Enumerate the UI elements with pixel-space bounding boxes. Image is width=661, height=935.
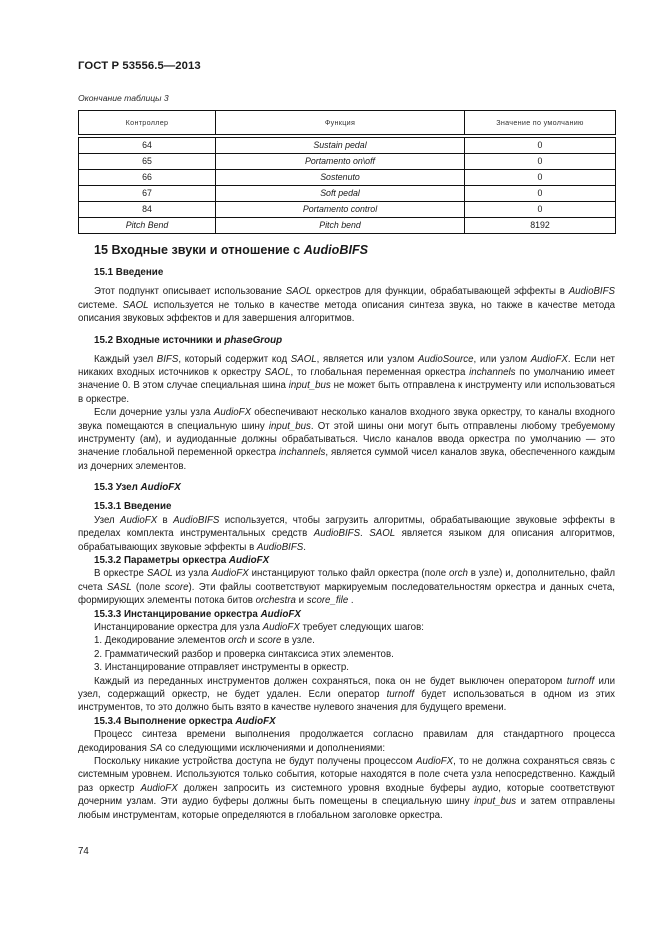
- table-header-row: [79, 111, 616, 137]
- cell-controller: 66: [79, 170, 216, 186]
- section-15-2-heading: [94, 334, 615, 347]
- emphasized-term: orchestra: [255, 595, 296, 607]
- table-row: [79, 218, 616, 234]
- cell-controller: 65: [79, 154, 216, 170]
- cell-default: 0: [465, 136, 616, 154]
- table-row: [79, 170, 616, 186]
- heading-text: 15 Входные звуки и отношение с: [94, 243, 304, 257]
- heading-text: 15.3.2 Параметры оркестра: [94, 554, 229, 566]
- paragraph: Узел AudioFX в AudioBIFS используется, чтобы загрузить алгоритмы, обрабатывающие звуковые эффекты в пределах комплекта инструментальных средств AudioBIFS. SAOL является языком для описания алгоритмов, обрабатывающих звуковые эффекты в AudioBIFS.: [78, 514, 616, 553]
- cell-function: Portamento on\off: [216, 154, 465, 170]
- emphasized-term: turnoff: [566, 675, 595, 687]
- heading-emphasis: AudioFX: [140, 482, 181, 494]
- heading-text: 15.3.3 Инстанцирование оркестра: [94, 608, 261, 620]
- paragraph: Если дочерние узлы узла AudioFX обеспечивают несколько каналов входного звука оркестру, то каналы входного звука помещаются в специальную шину input_bus. От этой шины они могут быть отправлены любому требуемому инструменту (ам), и аудиоданные должны обрабатываться. Число каналов ввода оркестра по умолчанию — это значение глобальной переменной оркестра inchannels, является суммой чисел каналов звука, обеспеченного каждым из дочерних элементов.: [78, 407, 615, 472]
- emphasized-term: SAOL: [264, 367, 291, 379]
- table-row: [79, 136, 616, 154]
- list-item: 1. Декодирование элементов orch и score в узле.: [94, 635, 315, 647]
- paragraph: Каждый узел BIFS, который содержит код SAOL, является или узлом AudioSource, или узлом AudioFX. Если нет никаких входных источников к оркестру SAOL, то глобальная переменная оркестра inchannels по умолчанию имеет значение 0. В этом случае специальная шина input_bus не может быть отправлена к инструменту или использоваться в оркестре.: [78, 353, 615, 405]
- cell-controller: 84: [79, 202, 216, 218]
- cell-default: 0: [465, 170, 616, 186]
- cell-function: Portamento control: [216, 202, 465, 218]
- emphasized-term: score_file: [306, 595, 349, 607]
- emphasized-term: SAOL: [146, 568, 173, 580]
- page-number: 74: [78, 846, 89, 857]
- cell-default: 0: [465, 202, 616, 218]
- paragraph: Процесс синтеза времени выполнения продолжается согласно правилам для стандартного процесса декодирования SA со следующими исключениями и дополнениями:: [78, 729, 615, 754]
- emphasized-term: input_bus: [288, 380, 331, 392]
- section-15-3-2-heading: [94, 554, 615, 567]
- emphasized-term: AudioFX: [415, 756, 454, 767]
- paragraph: Каждый из переданных инструментов должен сохраняться, пока он не будет выключен оператором turnoff или узел, содержащий оркестр, не будет удален. Если оператор turnoff будет использоваться в одном из этих инструментов, то это должно быть взято в качестве нулевого значения для будущего времени.: [78, 675, 615, 714]
- controller-table: [78, 110, 616, 234]
- heading-emphasis: AudioBIFS: [303, 243, 369, 257]
- cell-function: Soft pedal: [216, 186, 465, 202]
- heading-text: 15.3 Узел: [94, 482, 141, 494]
- section-15-heading: [94, 244, 615, 257]
- cell-default: 0: [465, 186, 616, 202]
- cell-default: 0: [465, 154, 616, 170]
- emphasized-term: SASL: [106, 581, 132, 593]
- heading-emphasis: AudioFX: [228, 554, 270, 566]
- emphasized-term: AudioFX: [262, 621, 300, 633]
- emphasized-term: AudioFX: [530, 353, 568, 365]
- emphasized-term: AudioFX: [120, 514, 158, 526]
- cell-function: Sustain pedal: [216, 136, 465, 154]
- emphasized-term: score: [257, 635, 282, 647]
- heading-emphasis: AudioFX: [260, 608, 301, 620]
- emphasized-term: AudioFX: [213, 407, 252, 419]
- emphasized-term: AudioBIFS: [256, 541, 304, 553]
- emphasized-term: SAOL: [285, 286, 312, 298]
- emphasized-term: score: [164, 581, 189, 593]
- column-header-default: Значение по умолчанию: [465, 111, 616, 137]
- emphasized-term: SAOL: [290, 353, 317, 365]
- section-15-3-4-heading: [94, 715, 615, 728]
- emphasized-term: orch: [228, 635, 247, 647]
- table-row: [79, 186, 616, 202]
- cell-default: 8192: [465, 218, 616, 234]
- emphasized-term: input_bus: [268, 420, 311, 432]
- paragraph: В оркестре SAOL из узла AudioFX инстанцируют только файл оркестра (поле orch в узле) и, дополнительно, файл счета SASL (поле score). Эти файлы соответствуют маркируемым последовательностям оркестра и данных счета, формирующих элементы потока битов orchestra и score_file .: [78, 568, 615, 607]
- heading-emphasis: AudioFX: [235, 715, 276, 727]
- table-row: [79, 154, 616, 170]
- emphasized-term: SAOL: [369, 528, 396, 540]
- section-15-3-1-heading: 15.3.1 Введение: [94, 501, 172, 513]
- document-id: ГОСТ Р 53556.5—2013: [78, 60, 201, 72]
- emphasized-term: SAOL: [122, 299, 149, 311]
- emphasized-term: AudioBIFS: [173, 514, 220, 526]
- cell-function: Pitch bend: [216, 218, 465, 234]
- list-item: 3. Инстанцирование отправляет инструменты в оркестр.: [94, 662, 349, 674]
- emphasized-term: AudioBIFS: [568, 286, 615, 298]
- emphasized-term: AudioFX: [140, 782, 178, 794]
- heading-text: 15.2 Входные источники и: [94, 334, 225, 346]
- section-15-3-heading: [94, 481, 615, 494]
- steps-intro: Инстанцирование оркестра для узла AudioFX требует следующих шагов:: [94, 621, 424, 633]
- cell-controller: Pitch Bend: [79, 218, 216, 234]
- emphasized-term: AudioFX: [211, 568, 249, 580]
- column-header-controller: Контроллер: [79, 111, 216, 137]
- heading-emphasis: phaseGroup: [224, 334, 283, 346]
- section-15-3-3-heading: [94, 608, 615, 621]
- emphasized-term: AudioBIFS: [313, 528, 361, 540]
- heading-text: 15.3.4 Выполнение оркестра: [94, 715, 236, 727]
- table-caption: Окончание таблицы 3: [78, 93, 169, 103]
- section-15-1-heading: 15.1 Введение: [94, 267, 164, 279]
- emphasized-term: turnoff: [386, 688, 415, 700]
- emphasized-term: SA: [149, 742, 163, 754]
- body-content: [78, 244, 615, 822]
- emphasized-term: inchannels: [469, 367, 516, 379]
- cell-function: Sostenuto: [216, 170, 465, 186]
- table-row: [79, 202, 616, 218]
- emphasized-term: inchannels: [279, 447, 326, 459]
- list-item: 2. Грамматический разбор и проверка синтаксиса этих элементов.: [94, 648, 394, 660]
- cell-controller: 64: [79, 136, 216, 154]
- emphasized-term: AudioSource: [418, 353, 474, 365]
- paragraph: Этот подпункт описывает использование SAOL оркестров для функции, обрабатывающей эффекты в AudioBIFS системе. SAOL используется не только в качестве метода описания синтеза звука, но также в качестве метода описания звуковых эффектов и для завершения алгоритмов.: [78, 286, 615, 325]
- paragraph: Поскольку никакие устройства доступа не будут получены процессом AudioFX, то не должна сохраняться связь с системным уровнем. Используются только события, которые находятся в поле счета узла непосредственно. Каждый раз оркестр AudioFX должен запросить из системного уровня входные буферы аудио, которые соответствуют дочерним узлам. Эти аудио буферы должны быть помещены в специальную шину input_bus и затем отправлены любым инструментам, которые определяются в глобальном заголовке оркестра.: [78, 756, 616, 821]
- emphasized-term: input_bus: [474, 796, 517, 808]
- emphasized-term: BIFS: [156, 353, 179, 365]
- column-header-function: Функция: [216, 111, 465, 137]
- emphasized-term: orch: [449, 568, 468, 580]
- cell-controller: 67: [79, 186, 216, 202]
